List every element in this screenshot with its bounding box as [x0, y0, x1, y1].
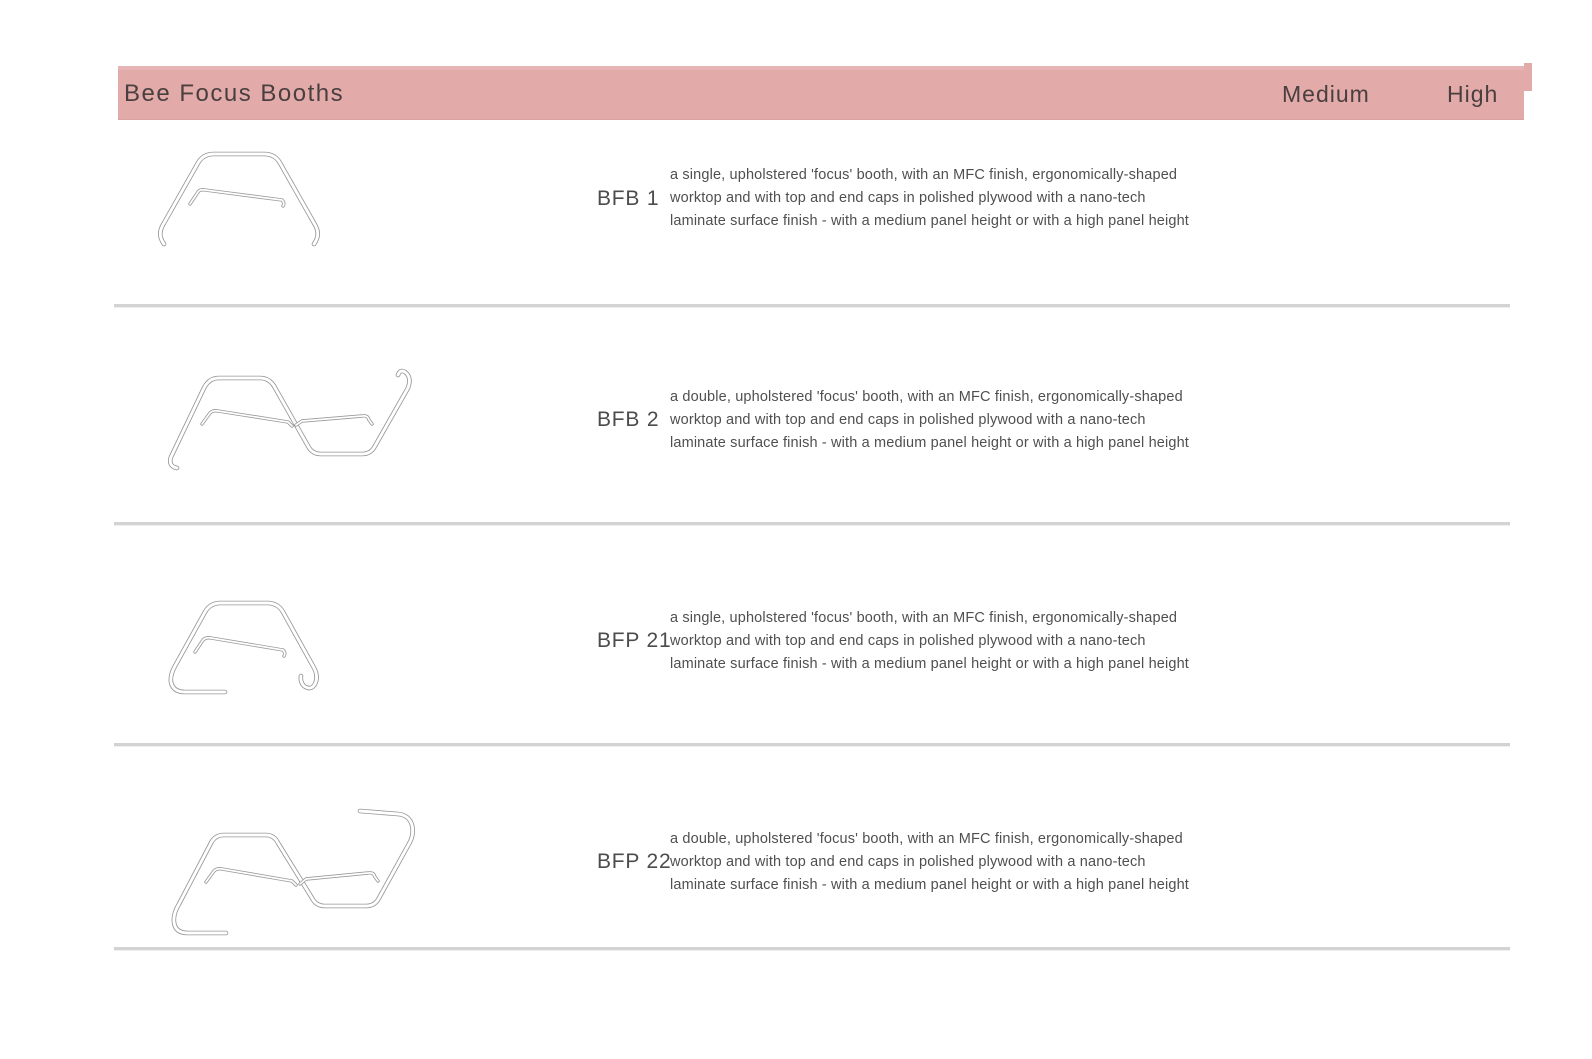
description-line: worktop and with top and end caps in polished plywood with a nano-tech [670, 854, 1146, 870]
row-separator [114, 304, 1510, 308]
single-booth-with-feet-plan-icon [153, 584, 329, 704]
row-separator [114, 743, 1510, 747]
column-header-medium: Medium [1282, 81, 1370, 107]
product-code: BFP 21 [597, 629, 672, 652]
double-booth-plan-icon [164, 360, 426, 474]
product-description [670, 828, 1189, 897]
description-line: worktop and with top and end caps in polished plywood with a nano-tech [670, 633, 1146, 649]
description-line: laminate surface finish - with a medium panel height or with a high panel height [670, 877, 1189, 893]
product-description [670, 607, 1189, 676]
page-edge-notch [1524, 63, 1532, 91]
page-title: Bee Focus Booths [124, 80, 345, 107]
product-code: BFB 1 [597, 187, 660, 210]
row-separator [114, 522, 1510, 526]
product-description [670, 386, 1189, 455]
product-code: BFP 22 [597, 850, 672, 873]
description-line: a double, upholstered 'focus' booth, with an MFC finish, ergonomically-shaped [670, 831, 1183, 847]
row-separator [114, 947, 1510, 951]
description-line: laminate surface finish - with a medium panel height or with a high panel height [670, 656, 1189, 672]
double-booth-with-feet-plan-icon [162, 798, 426, 940]
description-line: laminate surface finish - with a medium panel height or with a high panel height [670, 435, 1189, 451]
description-line: laminate surface finish - with a medium panel height or with a high panel height [670, 213, 1189, 229]
single-booth-plan-icon [154, 140, 324, 252]
description-line: worktop and with top and end caps in polished plywood with a nano-tech [670, 412, 1146, 428]
column-header-high: High [1447, 81, 1499, 107]
description-line: a single, upholstered 'focus' booth, with an MFC finish, ergonomically-shaped [670, 167, 1178, 183]
product-code: BFB 2 [597, 408, 660, 431]
description-line: a double, upholstered 'focus' booth, with an MFC finish, ergonomically-shaped [670, 389, 1183, 405]
description-line: worktop and with top and end caps in polished plywood with a nano-tech [670, 190, 1146, 206]
product-description [670, 164, 1189, 233]
description-line: a single, upholstered 'focus' booth, with an MFC finish, ergonomically-shaped [670, 610, 1178, 626]
